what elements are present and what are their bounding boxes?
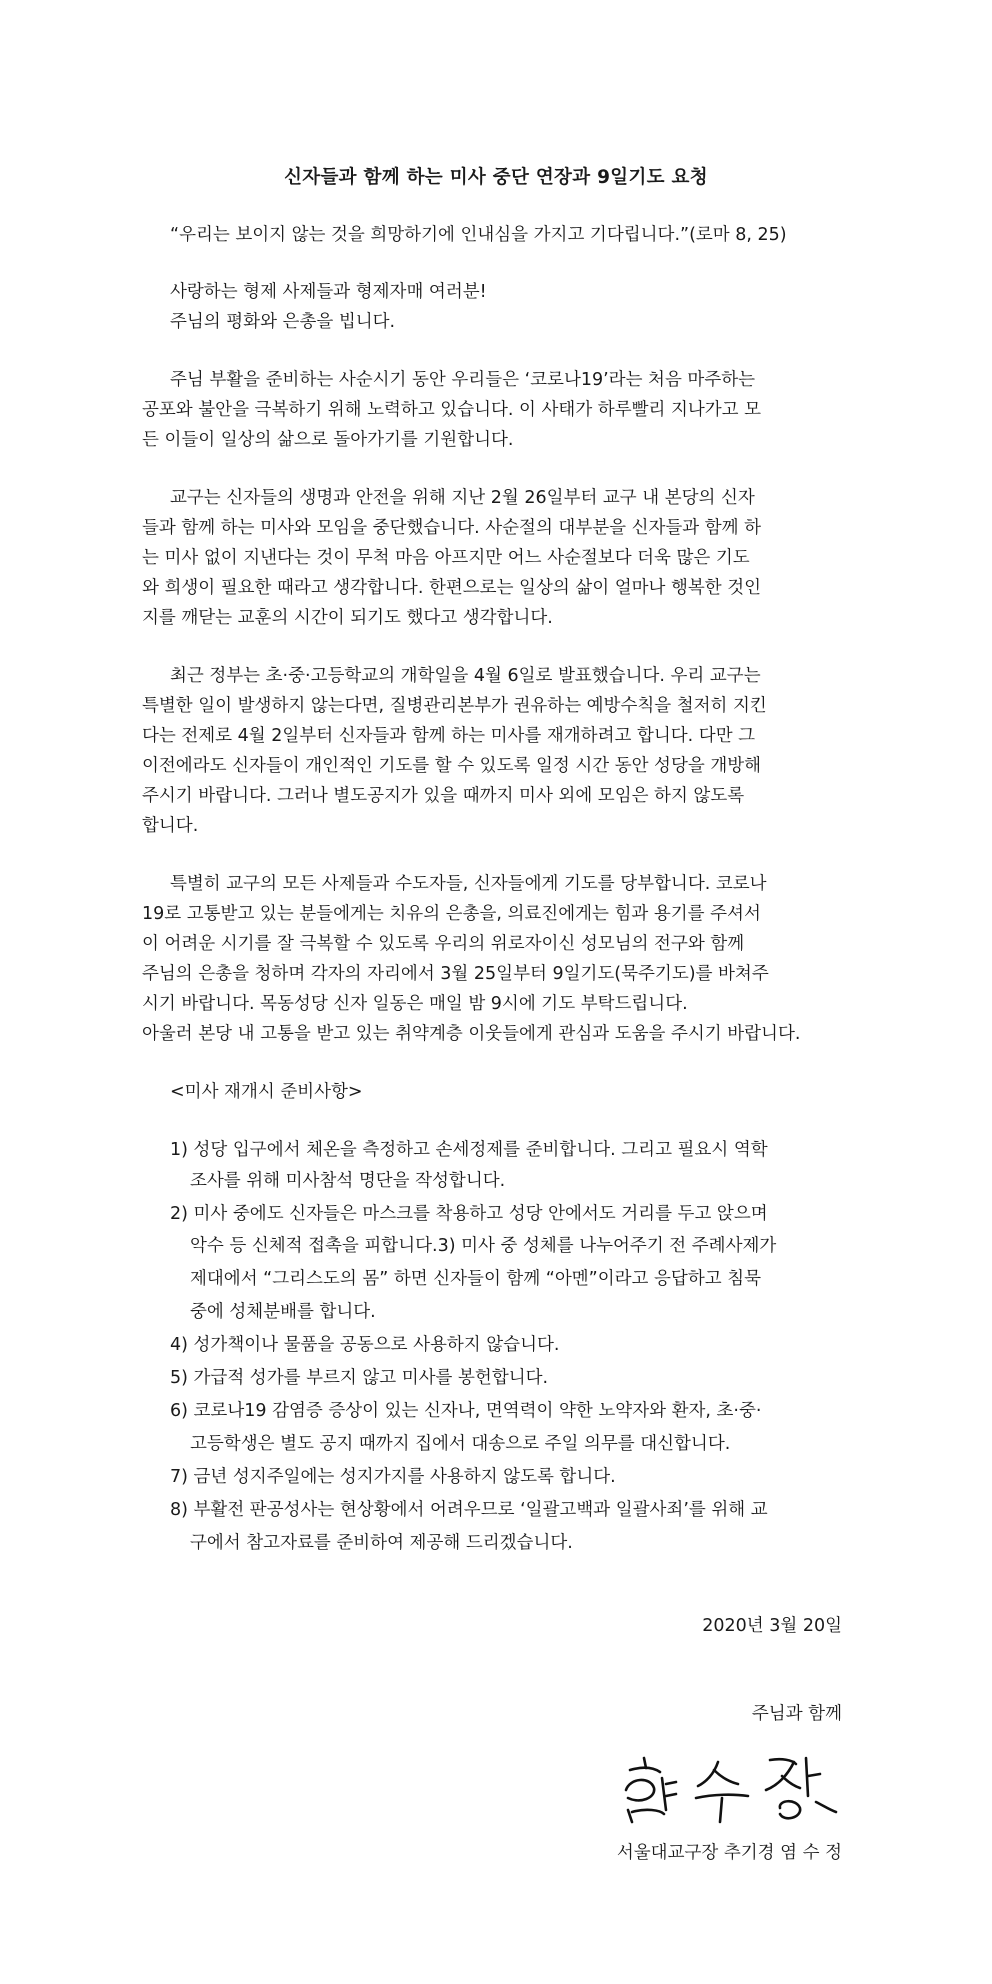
paragraph-line: 특별히 교구의 모든 사제들과 수도자들, 신자들에게 기도를 당부합니다. 코로나 [170, 874, 767, 894]
paragraph-line: 19로 고통받고 있는 분들에게는 치유의 은총을, 의료진에게는 힘과 용기를 주셔서 [142, 904, 761, 924]
prep-item: 8) 부활전 판공성사는 현상황에서 어려우므로 ‘일괄고백과 일괄사죄’를 위해 교 [170, 1500, 768, 1520]
prep-item: 고등학생은 별도 공지 때까지 집에서 대송으로 주일 의무를 대신합니다. [190, 1434, 731, 1454]
prep-item: 1) 성당 입구에서 체온을 측정하고 손세정제를 준비합니다. 그리고 필요시 역학 [170, 1140, 768, 1160]
prep-item: 2) 미사 중에도 신자들은 마스크를 착용하고 성당 안에서도 거리를 두고 앉으며 [170, 1204, 768, 1224]
paragraph-line: 주님의 은총을 청하며 각자의 자리에서 3월 25일부터 9일기도(묵주기도)를 바쳐주 [142, 964, 769, 984]
prep-item: 4) 성가책이나 물품을 공동으로 사용하지 않습니다. [170, 1335, 560, 1355]
letter-title: 신자들과 함께 하는 미사 중단 연장과 9일기도 요청 [284, 167, 708, 188]
paragraph-line: 는 미사 없이 지낸다는 것이 무척 마음 아프지만 어느 사순절보다 더욱 많은 기도 [142, 548, 750, 568]
paragraph-line: 공포와 불안을 극복하기 위해 노력하고 있습니다. 이 사태가 하루빨리 지나가고 모 [142, 400, 762, 420]
paragraph-line: 이전에라도 신자들이 개인적인 기도를 할 수 있도록 일정 시간 동안 성당을 개방해 [142, 756, 762, 776]
paragraph-line: 들과 함께 하는 미사와 모임을 중단했습니다. 사순절의 대부분을 신자들과 함께 하 [142, 518, 762, 538]
bible-quote: “우리는 보이지 않는 것을 희망하기에 인내심을 가지고 기다립니다.”(로마 8, 25) [170, 225, 787, 245]
paragraph-line: 이 어려운 시기를 잘 극복할 수 있도록 우리의 위로자이신 성모님의 전구와 함께 [142, 934, 745, 954]
greeting-line: 주님의 평화와 은총을 빕니다. [170, 312, 396, 332]
prep-item: 악수 등 신체적 접촉을 피합니다.3) 미사 중 성체를 나누어주기 전 주례사제가 [190, 1236, 777, 1256]
paragraph-line: 교구는 신자들의 생명과 안전을 위해 지난 2월 26일부터 교구 내 본당의 신자 [170, 488, 755, 508]
paragraph-line: 시기 바랍니다. 목동성당 신자 일동은 매일 밤 9시에 기도 부탁드립니다. [142, 994, 688, 1014]
prep-item: 6) 코로나19 감염증 증상이 있는 신자나, 면역력이 약한 노약자와 환자, 초·중· [170, 1401, 762, 1421]
prep-item: 제대에서 “그리스도의 몸” 하면 신자들이 함께 “아멘”이라고 응답하고 침묵 [190, 1269, 762, 1289]
paragraph-line: 든 이들이 일상의 삶으로 돌아가기를 기원합니다. [142, 430, 514, 450]
prep-item: 중에 성체분배를 합니다. [190, 1302, 376, 1322]
handwritten-signature [610, 1748, 850, 1828]
paragraph-line: 최근 정부는 초·중·고등학교의 개학일을 4월 6일로 발표했습니다. 우리 교구는 [170, 666, 761, 686]
paragraph-line: 주시기 바랍니다. 그러나 별도공지가 있을 때까지 미사 외에 모임은 하지 않도록 [142, 786, 745, 806]
paragraph-line: 특별한 일이 발생하지 않는다면, 질병관리본부가 권유하는 예방수칙을 철저히 지킨 [142, 696, 767, 716]
prep-item: 구에서 참고자료를 준비하여 제공해 드리겠습니다. [190, 1533, 573, 1553]
greeting-line: 사랑하는 형제 사제들과 형제자매 여러분! [170, 282, 487, 302]
paragraph-line: 와 희생이 필요한 때라고 생각합니다. 한편으로는 일상의 삶이 얼마나 행복한 것인 [142, 578, 762, 598]
signer-name: 서울대교구장 추기경 염 수 정 [616, 1843, 842, 1863]
prep-item: 7) 금년 성지주일에는 성지가지를 사용하지 않도록 합니다. [170, 1467, 616, 1487]
prep-heading: <미사 재개시 준비사항> [170, 1082, 363, 1102]
closing-phrase: 주님과 함께 [751, 1704, 842, 1724]
paragraph-line: 주님 부활을 준비하는 사순시기 동안 우리들은 ‘코로나19’라는 처음 마주하는 [170, 370, 756, 390]
paragraph-line: 다는 전제로 4월 2일부터 신자들과 함께 하는 미사를 재개하려고 합니다. 다만 그 [142, 726, 756, 746]
letter-date: 2020년 3월 20일 [702, 1616, 842, 1636]
paragraph-line: 아울러 본당 내 고통을 받고 있는 취약계층 이웃들에게 관심과 도움을 주시기 바랍니다. [142, 1024, 801, 1044]
paragraph-line: 합니다. [142, 816, 199, 836]
paragraph-line: 지를 깨닫는 교훈의 시간이 되기도 했다고 생각합니다. [142, 608, 553, 628]
prep-item: 5) 가급적 성가를 부르지 않고 미사를 봉헌합니다. [170, 1368, 549, 1388]
prep-item: 조사를 위해 미사참석 명단을 작성합니다. [190, 1171, 506, 1191]
